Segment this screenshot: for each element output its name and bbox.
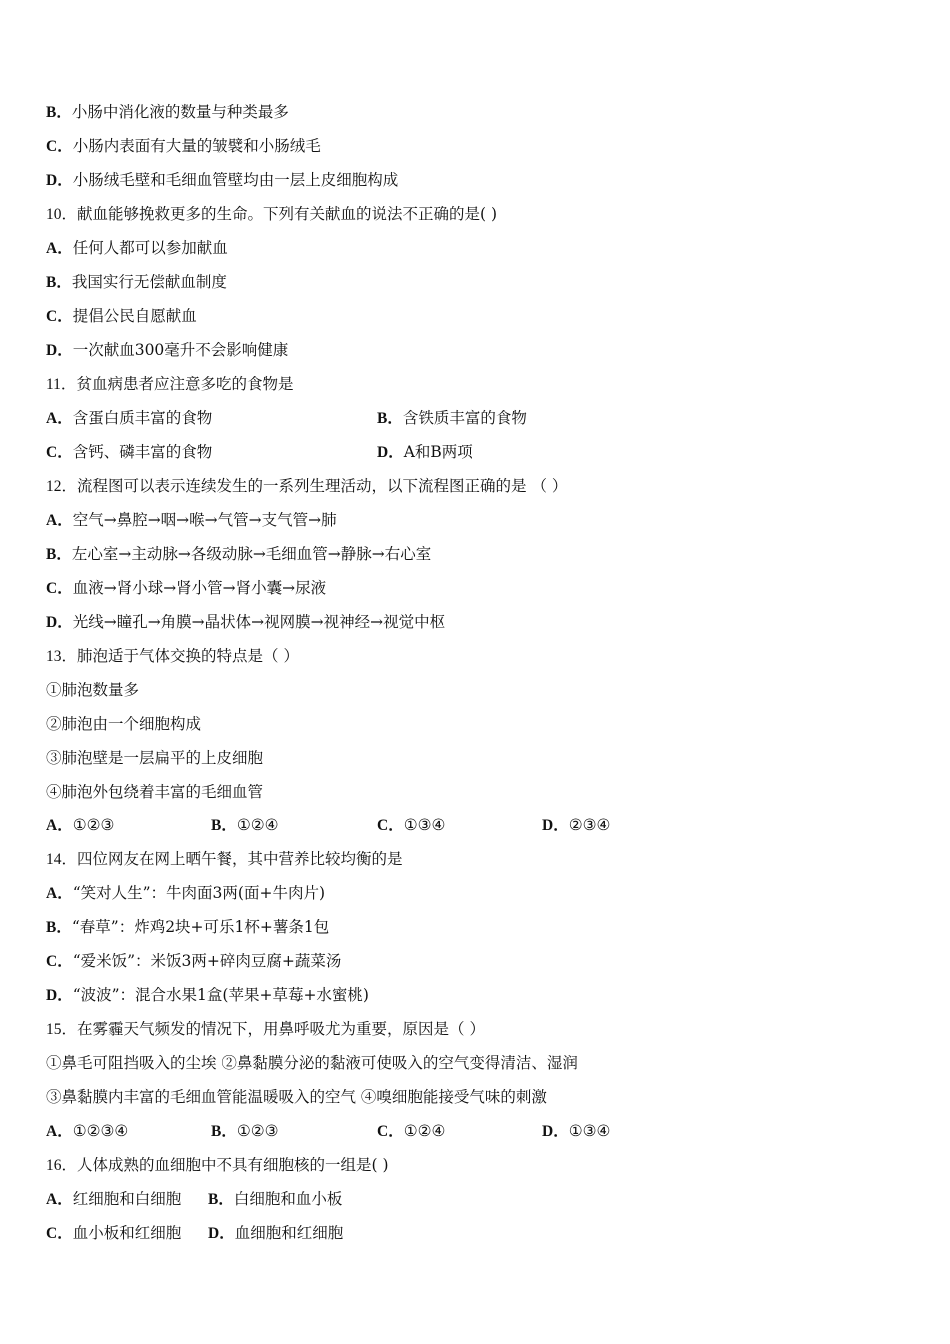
option-label: B． [46, 919, 72, 936]
option-d [377, 440, 473, 464]
option-label: A． [46, 817, 73, 834]
option-text: 任何人都可以参加献血 [72, 239, 228, 257]
option-line [46, 576, 326, 600]
question-number: 10． [46, 206, 78, 223]
statement-line: ①鼻毛可阻挡吸入的尘埃 ②鼻黏膜分泌的黏液可使吸入的空气变得清洁、湿润 [46, 1054, 578, 1072]
option-text: 小肠中消化液的数量与种类最多 [71, 103, 289, 121]
option-c [377, 813, 445, 837]
statement-line: ③鼻黏膜内丰富的毛细血管能温暖吸入的空气 ④嗅细胞能接受气味的刺激 [46, 1088, 547, 1106]
option-b [211, 1119, 279, 1143]
question-number: 12． [46, 478, 78, 495]
option-label: A． [46, 1191, 73, 1208]
question-number: 15． [46, 1021, 78, 1038]
option-text: 提倡公民自愿献血 [72, 307, 197, 325]
option-text: 我国实行无偿献血制度 [71, 273, 227, 291]
question-text: 四位网友在网上晒午餐，其中营养比较均衡的是 [77, 850, 403, 868]
question-text: 在雾霾天气频发的情况下，用鼻呼吸尤为重要，原因是（ ） [77, 1020, 485, 1038]
option-c [46, 1221, 181, 1245]
question-11 [46, 372, 293, 396]
option-label: A． [46, 1123, 73, 1140]
option-b [208, 1187, 342, 1211]
statement-line: ③肺泡壁是一层扁平的上皮细胞 [46, 749, 264, 767]
option-line [46, 508, 337, 532]
question-12 [46, 474, 567, 498]
option-label: C． [46, 1225, 73, 1242]
option-text: ①③④ [403, 816, 446, 834]
option-label: D． [542, 817, 569, 834]
option-text: “波波”：混合水果1盒(苹果+草莓+水蜜桃) [72, 986, 369, 1004]
option-text: 白细胞和血小板 [233, 1190, 343, 1208]
option-line [46, 949, 341, 973]
option-text: ①③④ [568, 1122, 611, 1140]
option-label: C． [46, 308, 73, 325]
option-label: D． [46, 342, 73, 359]
option-line [46, 915, 329, 939]
option-text: 血液→肾小球→肾小管→肾小囊→尿液 [72, 579, 327, 597]
option-c [377, 1119, 445, 1143]
option-label: D． [542, 1123, 569, 1140]
option-label: A． [46, 410, 73, 427]
option-text: 一次献血300毫升不会影响健康 [72, 341, 289, 359]
option-a [46, 1187, 181, 1211]
question-14 [46, 847, 403, 871]
option-line [46, 610, 445, 634]
option-label: B． [46, 274, 72, 291]
option-text: 含铁质丰富的食物 [402, 409, 527, 427]
option-label: B． [46, 546, 72, 563]
option-text: ①②③ [72, 816, 115, 834]
option-text: ①②③ [236, 1122, 279, 1140]
statement-line: ②肺泡由一个细胞构成 [46, 715, 202, 733]
option-label: C． [46, 138, 73, 155]
option-text: 光线→瞳孔→角膜→晶状体→视网膜→视神经→视觉中枢 [72, 613, 446, 631]
option-text: ①②④ [403, 1122, 446, 1140]
option-line [46, 542, 431, 566]
option-label: A． [46, 885, 73, 902]
option-label: D． [46, 172, 73, 189]
option-text: “笑对人生”：牛肉面3两(面+牛肉片) [72, 884, 325, 902]
statement-line: ④肺泡外包绕着丰富的毛细血管 [46, 783, 264, 801]
option-text: 小肠绒毛壁和毛细血管壁均由一层上皮细胞构成 [72, 171, 399, 189]
option-label: D． [46, 614, 73, 631]
option-label: B． [46, 104, 72, 121]
question-10 [46, 202, 497, 226]
option-line [46, 100, 289, 124]
option-a [46, 406, 212, 430]
option-line [46, 134, 321, 158]
option-text: 小肠内表面有大量的皱襞和小肠绒毛 [72, 137, 321, 155]
question-text: 献血能够挽救更多的生命。下列有关献血的说法不正确的是( ) [77, 205, 498, 223]
option-line [46, 983, 369, 1007]
option-label: B． [208, 1191, 234, 1208]
option-text: 左心室→主动脉→各级动脉→毛细血管→静脉→右心室 [71, 545, 432, 563]
statement-line: ①肺泡数量多 [46, 681, 140, 699]
option-text: ①②④ [236, 816, 279, 834]
question-15 [46, 1017, 485, 1041]
option-line [46, 338, 288, 362]
question-16 [46, 1153, 389, 1177]
question-text: 肺泡适于气体交换的特点是（ ） [77, 647, 299, 665]
option-line [46, 304, 197, 328]
option-line [46, 881, 325, 905]
option-label: A． [46, 512, 73, 529]
option-text: 红细胞和白细胞 [72, 1190, 182, 1208]
option-label: C． [46, 580, 73, 597]
question-number: 11． [46, 376, 77, 393]
question-number: 16． [46, 1157, 78, 1174]
option-text: “爱米饭”：米饭3两+碎肉豆腐+蔬菜汤 [72, 952, 342, 970]
option-label: C． [377, 817, 404, 834]
option-text: 血细胞和红细胞 [234, 1224, 344, 1242]
option-label: B． [211, 817, 237, 834]
option-line [46, 168, 398, 192]
option-label: D． [46, 987, 73, 1004]
option-text: A和B两项 [403, 443, 473, 461]
option-b [211, 813, 279, 837]
option-d [208, 1221, 343, 1245]
question-text: 人体成熟的血细胞中不具有细胞核的一组是( ) [77, 1156, 389, 1174]
option-label: B． [211, 1123, 237, 1140]
option-c [46, 440, 212, 464]
option-label: A． [46, 240, 73, 257]
option-label: C． [46, 444, 73, 461]
option-line [46, 270, 227, 294]
question-number: 13． [46, 648, 78, 665]
option-label: C． [377, 1123, 404, 1140]
question-text: 流程图可以表示连续发生的一系列生理活动，以下流程图正确的是 （ ） [77, 477, 568, 495]
option-a [46, 813, 114, 837]
option-text: “春草”：炸鸡2块+可乐1杯+薯条1包 [71, 918, 330, 936]
option-label: D． [377, 444, 404, 461]
option-d [542, 813, 610, 837]
option-a [46, 1119, 128, 1143]
question-number: 14． [46, 851, 78, 868]
option-b [377, 406, 527, 430]
option-text: 含钙、磷丰富的食物 [72, 443, 213, 461]
question-13 [46, 644, 299, 668]
option-text: ①②③④ [72, 1122, 129, 1140]
option-label: B． [377, 410, 403, 427]
option-d [542, 1119, 610, 1143]
option-text: ②③④ [568, 816, 611, 834]
option-label: C． [46, 953, 73, 970]
option-text: 含蛋白质丰富的食物 [72, 409, 213, 427]
option-text: 空气→鼻腔→咽→喉→气管→支气管→肺 [72, 511, 337, 529]
question-text: 贫血病患者应注意多吃的食物是 [76, 375, 294, 393]
option-line [46, 236, 228, 260]
option-text: 血小板和红细胞 [72, 1224, 182, 1242]
option-label: D． [208, 1225, 235, 1242]
